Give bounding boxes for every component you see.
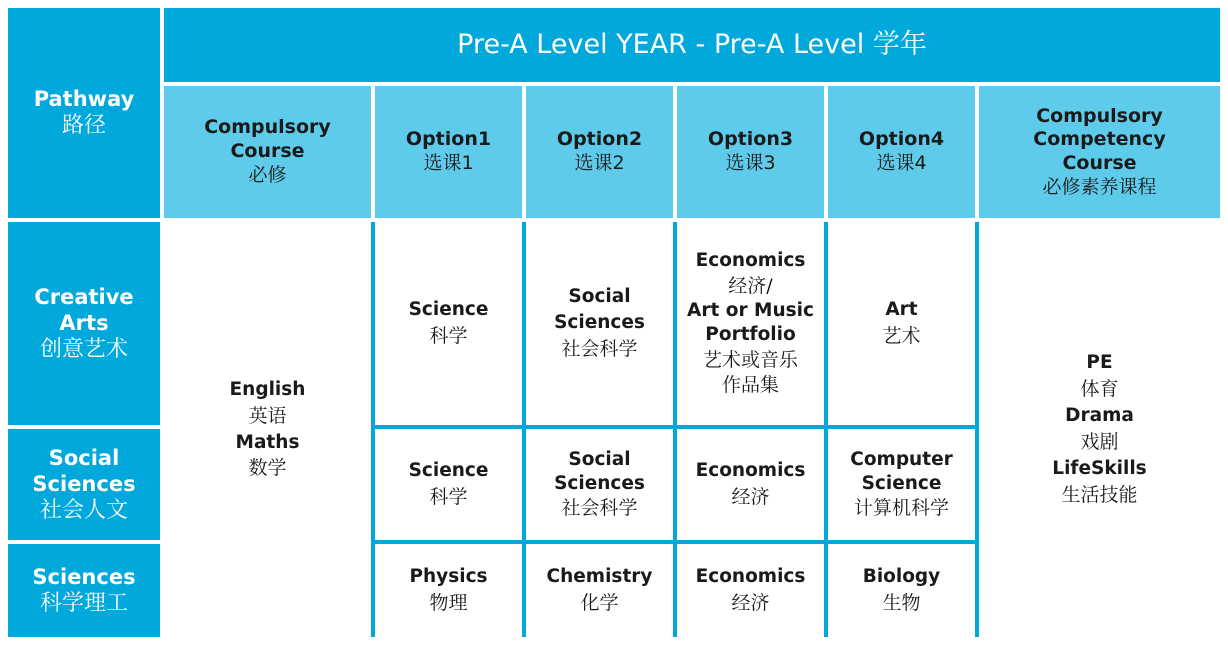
- header-compulsory-competency: [979, 86, 1220, 218]
- header-option4: [828, 86, 975, 218]
- course-zh: 艺术或音乐: [702, 348, 798, 371]
- header-line: Course: [230, 140, 305, 163]
- course-en: Chemistry: [546, 566, 653, 588]
- course-zh: 社会科学: [561, 497, 638, 520]
- course-zh: 计算机科学: [853, 497, 949, 520]
- pathway-name-zh: 科学理工: [39, 590, 128, 616]
- course-zh: 数学: [248, 457, 287, 480]
- pathway-name-line: Sciences: [32, 564, 136, 589]
- course-en: Economics: [695, 460, 806, 482]
- pathway-name-line: Creative: [34, 284, 134, 309]
- course-zh: 社会科学: [561, 338, 638, 361]
- cell-r1-option3: [677, 222, 824, 425]
- course-zh: 科学: [429, 325, 468, 348]
- course-zh: 作品集: [721, 373, 779, 396]
- course-zh: 化学: [580, 592, 619, 615]
- header-zh: 选课1: [423, 152, 474, 174]
- header-line: Option4: [858, 128, 945, 151]
- cell-r1-option2: [526, 222, 673, 425]
- course-zh: 生物: [882, 592, 921, 615]
- course-en: Science: [408, 460, 489, 482]
- course-zh: 艺术: [882, 325, 921, 348]
- cell-r1-option1: [375, 222, 522, 425]
- course-en: Biology: [862, 566, 941, 588]
- pathway-name-zh: 创意艺术: [39, 337, 128, 362]
- pathway-sciences: [8, 544, 160, 637]
- header-option2: [526, 86, 673, 218]
- cell-r3-option4: [828, 544, 975, 637]
- course-en: Sciences: [554, 312, 645, 334]
- cell-r1-option4: [828, 222, 975, 425]
- header-line: Compulsory: [204, 116, 331, 139]
- cell-r3-option3: [677, 544, 824, 637]
- course-en: English: [229, 379, 306, 401]
- course-en: Maths: [235, 431, 300, 453]
- course-zh: 经济/: [728, 274, 773, 297]
- pathway-name-line: Social: [48, 445, 120, 470]
- course-en: LifeSkills: [1052, 458, 1147, 480]
- header-zh: 选课4: [876, 152, 927, 174]
- cell-r2-option2: [526, 429, 673, 540]
- course-en: Computer: [850, 448, 953, 470]
- course-zh: 科学: [429, 486, 468, 509]
- pathway-label-zh: 路径: [61, 113, 106, 139]
- header-line: Competency: [1033, 128, 1166, 151]
- course-en: Economics: [695, 566, 806, 588]
- header-line: Course: [1062, 152, 1137, 174]
- course-zh: 物理: [429, 592, 468, 615]
- pathway-header: [8, 8, 160, 218]
- header-line: Compulsory: [1036, 104, 1163, 127]
- course-en: Art: [885, 299, 918, 321]
- header-zh: 选课2: [574, 152, 625, 174]
- header-line: Option1: [405, 128, 492, 151]
- course-en: Science: [408, 299, 489, 321]
- course-zh: 英语: [248, 404, 287, 427]
- header-line: Option2: [556, 128, 643, 151]
- header-compulsory-course: [164, 86, 371, 218]
- pathway-name-line: Arts: [59, 310, 109, 335]
- course-en: PE: [1086, 351, 1113, 373]
- pathway-label: Pathway: [33, 87, 135, 112]
- course-en: Social: [568, 286, 631, 308]
- header-zh: 选课3: [725, 152, 776, 174]
- table-title: [164, 8, 1220, 82]
- course-zh: 体育: [1080, 377, 1119, 400]
- pathway-social-sciences: [8, 429, 160, 540]
- course-en: Drama: [1065, 404, 1134, 426]
- cell-r2-option4: [828, 429, 975, 540]
- course-zh: 经济: [731, 592, 770, 615]
- header-option3: [677, 86, 824, 218]
- cell-r2-option3: [677, 429, 824, 540]
- pathway-creative-arts: [8, 222, 160, 425]
- header-zh: 必修素养课程: [1042, 175, 1157, 198]
- course-zh: 生活技能: [1061, 484, 1138, 507]
- course-en: Social: [568, 448, 631, 470]
- header-option1: [375, 86, 522, 218]
- course-en: Economics: [695, 250, 806, 272]
- cell-r3-option2: [526, 544, 673, 637]
- course-zh: 戏剧: [1080, 431, 1119, 454]
- pathway-name-zh: 社会人文: [39, 498, 128, 523]
- course-en: Science: [861, 472, 942, 494]
- compulsory-course-cell: [164, 222, 371, 637]
- competency-course-cell: [979, 222, 1220, 637]
- header-zh: 必修: [248, 163, 287, 186]
- cell-r2-option1: [375, 429, 522, 540]
- title-text: Pre-A Level YEAR - Pre-A Level 学年: [457, 29, 927, 61]
- cell-r3-option1: [375, 544, 522, 637]
- course-en: Physics: [409, 566, 488, 588]
- pathway-name-line: Sciences: [32, 471, 136, 496]
- course-en: Sciences: [554, 472, 645, 494]
- course-en: Art or Music: [687, 299, 814, 321]
- header-line: Option3: [707, 128, 794, 151]
- course-zh: 经济: [731, 486, 770, 509]
- course-en: Portfolio: [705, 324, 796, 346]
